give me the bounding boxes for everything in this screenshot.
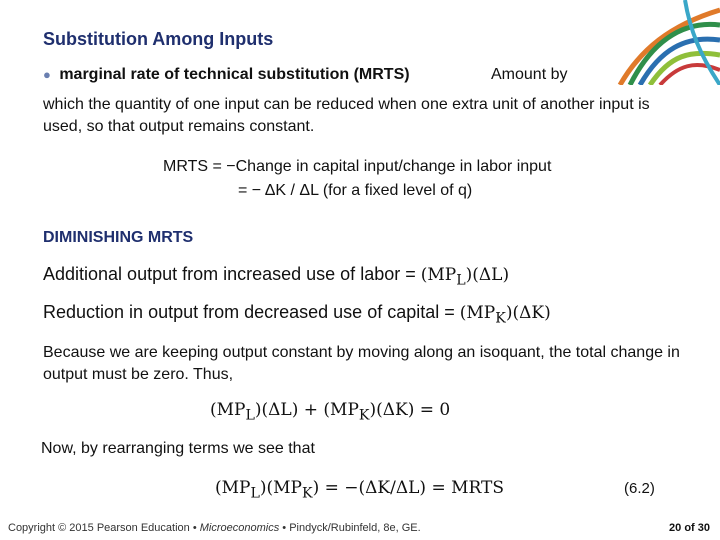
footer-copyright	[8, 522, 421, 534]
labor-output-text: Additional output from increased use of labor =	[43, 264, 416, 284]
mrts-ratio-equation: $(MP_L)(MP_K) = -(\Delta K/\Delta L)$ = MRTS	[215, 478, 505, 502]
definition-text: which the quantity of one input can be reduced when one extra unit of another input is used, so that output remains constant.	[43, 96, 650, 135]
labor-output-formula: $(MP_L)(\Delta L)$	[420, 265, 510, 289]
labor-output-line	[43, 264, 509, 288]
zero-change-equation: $(MP_L)(\Delta L) + (MP_K)(\Delta K) = 0$	[210, 400, 451, 424]
bullet-term: marginal rate of technical substitution (MRTS)	[59, 66, 410, 83]
rearranging-text: Now, by rearranging terms we see that	[41, 440, 315, 457]
footer-copyright-text: Copyright © 2015 Pearson Education •	[8, 522, 197, 534]
mrts-equation	[163, 155, 551, 203]
footer-authors: • Pindyck/Rubinfeld, 8e, GE.	[282, 522, 421, 534]
decorative-swoosh-graphic	[590, 0, 720, 85]
constant-output-paragraph: Because we are keeping output constant by moving along an isoquant, the total change in output must be zero. Thus,	[43, 344, 680, 383]
definition-start: Amount by	[491, 66, 568, 83]
capital-output-line	[43, 302, 551, 326]
bullet-dot-icon: ●	[43, 67, 51, 82]
slide-title: Substitution Among Inputs	[43, 29, 274, 49]
footer-book-title: Microeconomics	[199, 522, 280, 534]
mrts-equation-line1: MRTS = −Change in capital input/change in labor input	[163, 158, 552, 175]
capital-output-text: Reduction in output from decreased use of capital =	[43, 302, 455, 322]
mrts-equation-line2: = − ΔK / ΔL (for a fixed level of q)	[238, 182, 473, 199]
bullet-definition	[43, 66, 410, 84]
capital-output-formula: $(MP_K)(\Delta K)$	[459, 303, 551, 327]
section-heading: DIMINISHING MRTS	[43, 229, 194, 246]
equation-number: (6.2)	[624, 480, 655, 497]
page-number: 20 of 30	[669, 522, 710, 534]
